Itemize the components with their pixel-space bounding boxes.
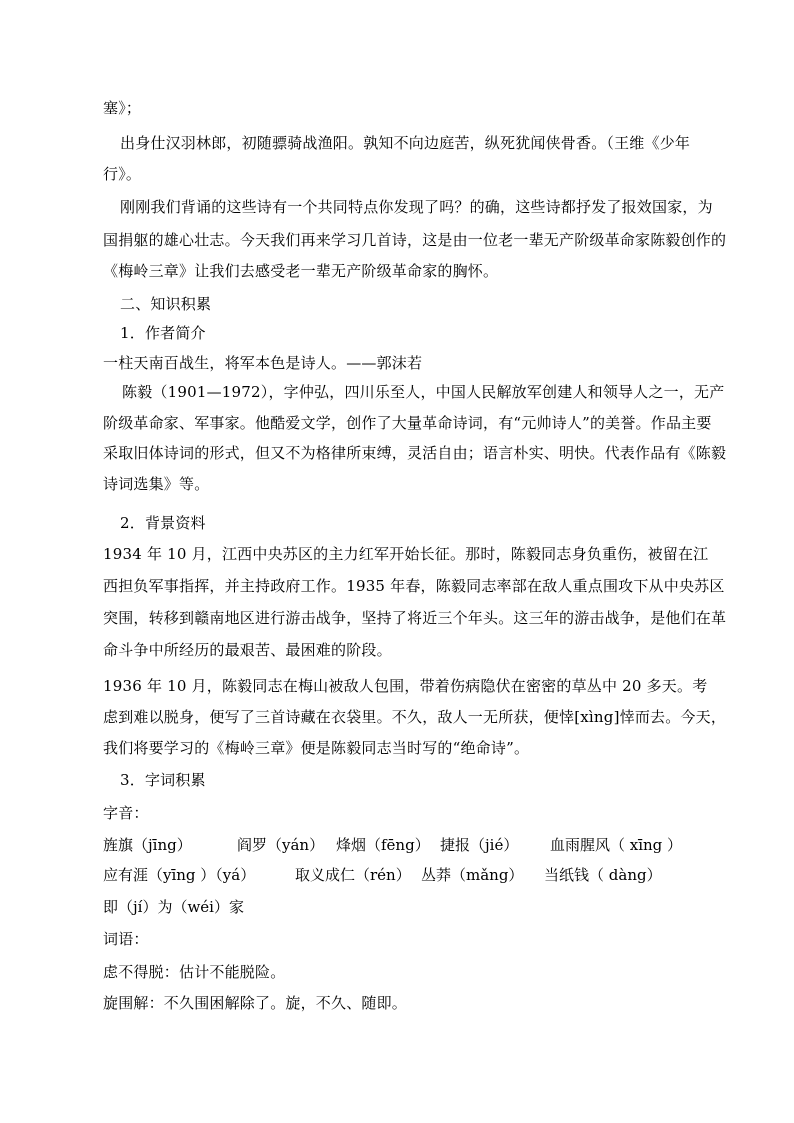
quote-line: 一柱天南百战生，将军本色是诗人。——郭沫若 <box>103 354 423 372</box>
paragraph-line: 诗词选集》等。 <box>103 475 210 493</box>
pronunciation-item: 取义成仁（rén） <box>295 866 411 884</box>
subsection-heading: 1．作者简介 <box>120 324 206 342</box>
paragraph-line: 突围，转移到赣南地区进行游击战争，坚持了将近三个年头。这三年的游击战争，是他们在革 <box>103 609 727 627</box>
paragraph-line: 西担负军事指挥，并主持政府工作。1935 年春，陈毅同志率部在敌人重点围攻下从中央苏区 <box>103 577 725 595</box>
pronunciation-item: 旌旗（jīng） <box>103 836 192 854</box>
paragraph-line: 我们将要学习的《梅岭三章》便是陈毅同志当时写的“绝命诗”。 <box>103 739 530 757</box>
vocab-line: 虑不得脱：估计不能脱险。 <box>103 963 286 981</box>
pronunciation-item: 应有涯（yīng ）（yá） <box>103 866 256 884</box>
pronunciation-item: 烽烟（fēng） <box>336 836 430 854</box>
label-line: 字音： <box>103 804 149 822</box>
paragraph-line: 《梅岭三章》让我们去感受老一辈无产阶级革命家的胸怀。 <box>103 262 499 280</box>
label-line: 词语： <box>103 930 149 948</box>
pronunciation-item: 捷报（jié） <box>440 836 519 854</box>
pronunciation-item: 丛莽（mǎng） <box>421 866 524 884</box>
text-line: 行》。 <box>103 165 142 183</box>
paragraph-line: 阶级革命家、军事家。他酷爱文学，创作了大量革命诗词，有“元帅诗人”的美誉。作品主要 <box>103 414 712 432</box>
text-line: 塞》； <box>103 99 142 117</box>
vocab-line: 旋围解：不久围困解除了。旋，不久、随即。 <box>103 994 408 1012</box>
pronunciation-item: 血雨腥风（ xīng ） <box>550 836 683 854</box>
poem-line: 出身仕汉羽林郎，初随骠骑战渔阳。孰知不向边庭苦，纵死犹闻侠骨香。（王维《少年 <box>120 134 691 152</box>
paragraph-line: 刚刚我们背诵的这些诗有一个共同特点你发现了吗？的确，这些诗都抒发了报效国家，为 <box>120 198 713 216</box>
paragraph-line: 虑到难以脱身，便写了三首诗藏在衣袋里。不久，敌人一无所获，便悻[xìng]悻而去。今天， <box>103 708 727 726</box>
paragraph-line: 1934 年 10 月，江西中央苏区的主力红军开始长征。那时，陈毅同志身负重伤，被留在江 <box>103 545 709 563</box>
subsection-heading: 3．字词积累 <box>120 771 206 789</box>
pronunciation-item: 即（jí）为（wéi）家 <box>103 898 244 916</box>
paragraph-line: 国捐躯的雄心壮志。今天我们再来学习几首诗，这是由一位老一辈无产阶级革命家陈毅创作的 <box>103 231 727 249</box>
section-heading: 二、知识积累 <box>120 295 212 313</box>
paragraph-line: 1936 年 10 月，陈毅同志在梅山被敌人包围，带着伤病隐伏在密密的草丛中 20 多天。考 <box>103 677 708 695</box>
paragraph-line: 陈毅（1901—1972），字仲弘，四川乐至人，中国人民解放军创建人和领导人之一，无产 <box>122 383 725 401</box>
paragraph-line: 命斗争中所经历的最艰苦、最困难的阶段。 <box>103 641 392 659</box>
pronunciation-item: 当纸钱（ dàng） <box>544 866 662 884</box>
subsection-heading: 2．背景资料 <box>120 514 206 532</box>
paragraph-line: 采取旧体诗词的形式，但又不为格律所束缚，灵活自由；语言朴实、明快。代表作品有《陈毅 <box>103 444 727 462</box>
pronunciation-item: 阎罗（yán） <box>237 836 325 854</box>
